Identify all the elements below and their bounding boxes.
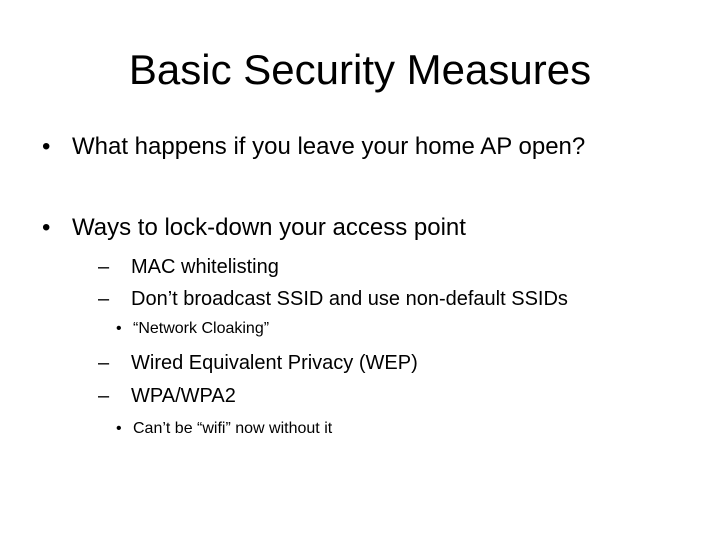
bullet-text: Ways to lock-down your access point	[72, 214, 466, 241]
dash-marker: –	[98, 385, 110, 407]
slide-title: Basic Security Measures	[128, 46, 592, 93]
bullet-marker: •	[42, 214, 51, 241]
bullet-marker: •	[42, 133, 51, 160]
dash-marker: –	[98, 256, 110, 278]
sub-sub-bullet-wifi	[116, 419, 332, 439]
sub-bullet-hide-ssid	[98, 287, 568, 311]
bullet-text: Don’t broadcast SSID and use non-default SSIDs	[131, 288, 568, 310]
bullet-marker: •	[116, 420, 122, 437]
bullet-lock-down-ap	[42, 214, 466, 242]
bullet-text: Can’t be “wifi” now without it	[133, 420, 333, 437]
sub-sub-bullet-network-cloaking	[116, 319, 269, 339]
bullet-text: What happens if you leave your home AP open?	[72, 133, 586, 160]
sub-bullet-wpa	[98, 384, 236, 408]
bullet-leave-ap-open	[42, 133, 585, 161]
sub-bullet-mac-whitelisting	[98, 255, 279, 279]
dash-marker: –	[98, 288, 110, 310]
bullet-text: MAC whitelisting	[131, 256, 279, 278]
bullet-marker: •	[116, 320, 122, 337]
bullet-text: WPA/WPA2	[131, 385, 236, 407]
dash-marker: –	[98, 352, 110, 374]
bullet-text: “Network Cloaking”	[133, 320, 270, 337]
sub-bullet-wep	[98, 351, 418, 375]
bullet-text: Wired Equivalent Privacy (WEP)	[131, 352, 418, 374]
